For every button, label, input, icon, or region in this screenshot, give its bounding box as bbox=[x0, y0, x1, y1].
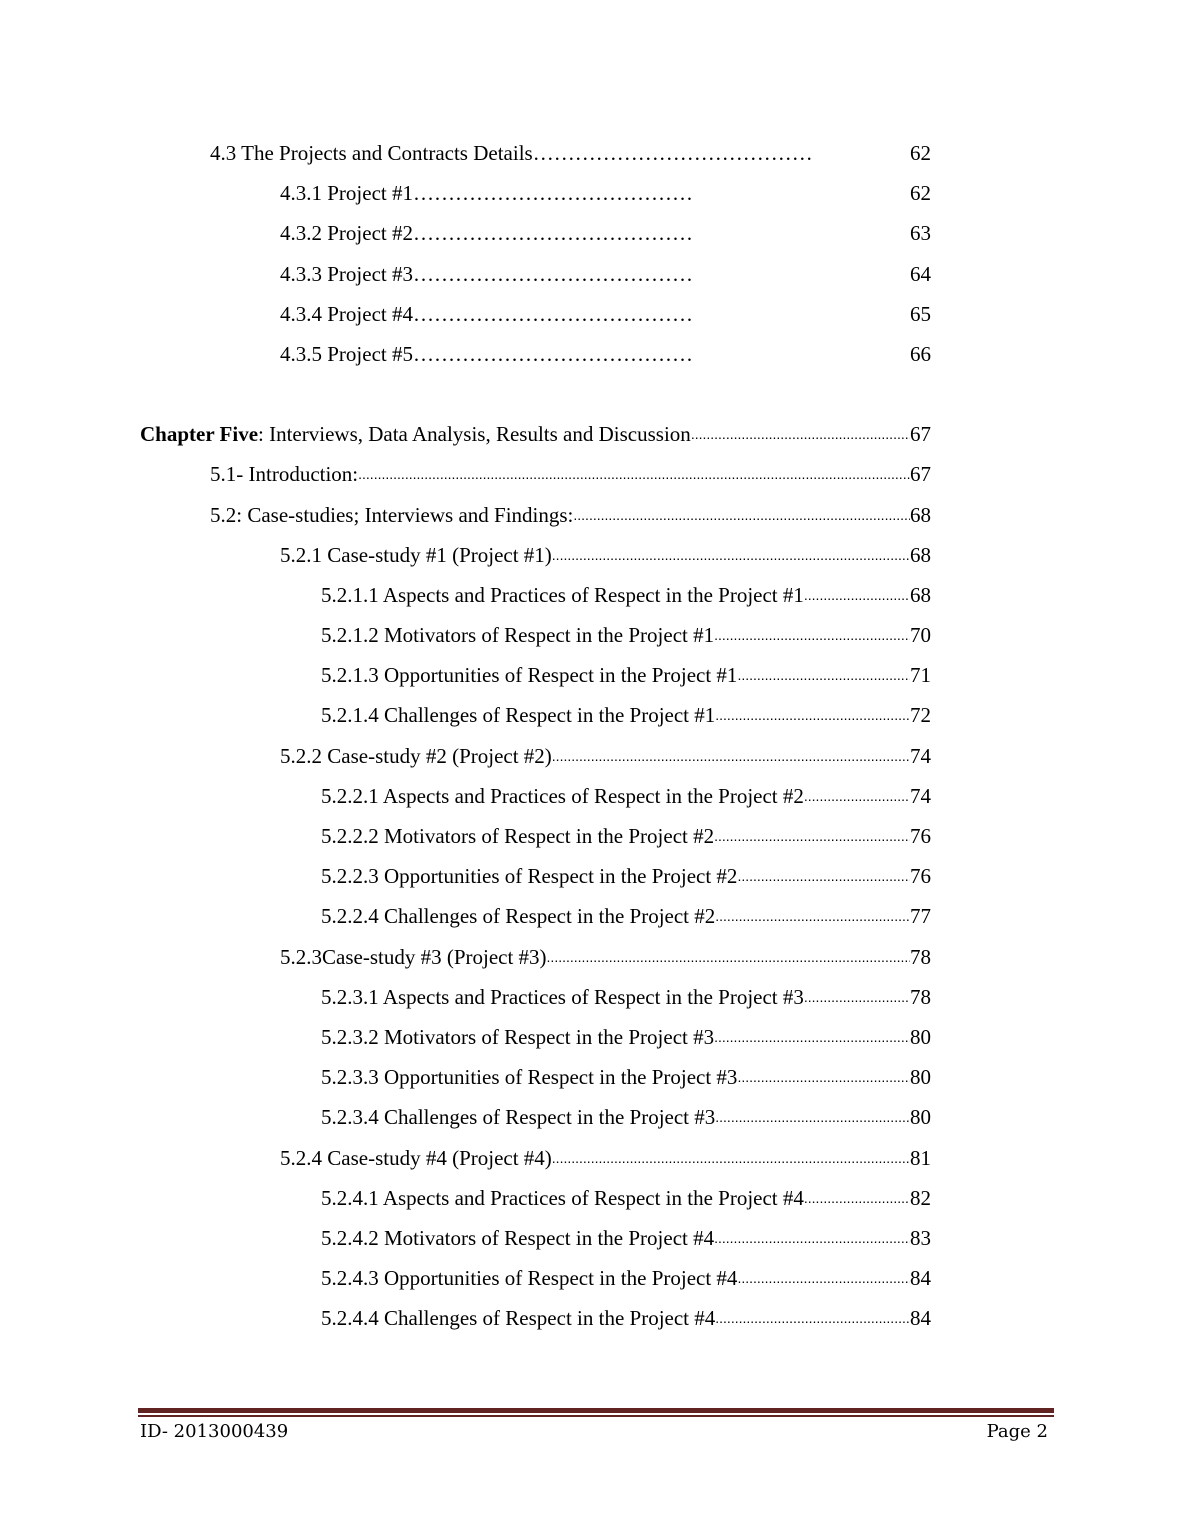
toc-page-number: 72 bbox=[910, 703, 931, 728]
toc-entry-label: 4.3.3 Project #3 bbox=[280, 261, 413, 286]
toc-entry[interactable] bbox=[0, 1097, 1190, 1137]
toc-entry[interactable] bbox=[0, 535, 1190, 575]
dot-leader bbox=[533, 133, 813, 173]
toc-entry[interactable] bbox=[0, 695, 1190, 735]
toc-entry-label: 5.2.1.3 Opportunities of Respect in the Project #1 bbox=[321, 663, 738, 688]
toc-entry[interactable] bbox=[0, 173, 1190, 213]
toc-page-number: 62 bbox=[910, 141, 931, 165]
toc-page-number: 76 bbox=[910, 864, 931, 889]
table-of-contents bbox=[0, 133, 1190, 1338]
toc-page-number: 62 bbox=[910, 181, 931, 206]
toc-entry-label: 5.2.4.1 Aspects and Practices of Respect in the Project #4 bbox=[321, 1185, 804, 1210]
toc-page-number: 67 bbox=[910, 462, 931, 487]
toc-entry[interactable] bbox=[0, 213, 1190, 253]
toc-page-number: 81 bbox=[910, 1145, 931, 1170]
toc-page-number: 77 bbox=[910, 904, 931, 929]
chapter-title-rest: : Interviews, Data Analysis, Results and Discussion bbox=[258, 422, 691, 447]
toc-entry[interactable] bbox=[0, 294, 1190, 334]
toc-entry[interactable] bbox=[0, 736, 1190, 776]
toc-entry-label: 5.2.1.4 Challenges of Respect in the Project #1 bbox=[321, 703, 716, 728]
toc-entry[interactable] bbox=[0, 856, 1190, 896]
toc-page-number: 80 bbox=[910, 1065, 931, 1090]
dot-leader bbox=[573, 495, 910, 535]
toc-entry-label: 5.2.3.1 Aspects and Practices of Respect in the Project #3 bbox=[321, 984, 804, 1009]
dot-leader bbox=[714, 1218, 910, 1258]
dot-leader bbox=[804, 977, 910, 1017]
toc-entry-label: 4.3.5 Project #5 bbox=[280, 341, 413, 366]
toc-entry[interactable] bbox=[0, 575, 1190, 615]
toc-page-number: 64 bbox=[910, 261, 931, 286]
toc-page-number: 83 bbox=[910, 1225, 931, 1250]
toc-entry[interactable] bbox=[0, 1218, 1190, 1258]
dot-leader bbox=[714, 1017, 910, 1057]
toc-page-number: 67 bbox=[910, 422, 931, 447]
toc-page-number: 84 bbox=[910, 1306, 931, 1331]
toc-page-number: 68 bbox=[910, 542, 931, 567]
toc-entry[interactable] bbox=[0, 816, 1190, 856]
toc-entry[interactable] bbox=[0, 615, 1190, 655]
toc-entry-label: 5.2.1 Case-study #1 (Project #1) bbox=[280, 542, 552, 567]
toc-entry-label: 5.2.2.3 Opportunities of Respect in the Project #2 bbox=[321, 864, 738, 889]
toc-entry-label: 4.3.1 Project #1 bbox=[280, 181, 413, 206]
toc-entry-label: 5.2.1.1 Aspects and Practices of Respect in the Project #1 bbox=[321, 582, 804, 607]
toc-entry-label: 5.2.4.3 Opportunities of Respect in the Project #4 bbox=[321, 1266, 738, 1291]
dot-leader bbox=[737, 856, 910, 896]
toc-page-number: 76 bbox=[910, 824, 931, 848]
dot-leader bbox=[804, 575, 910, 615]
dot-leader bbox=[804, 1178, 910, 1218]
dot-leader bbox=[804, 776, 910, 816]
dot-leader bbox=[737, 655, 910, 695]
toc-section-4-3 bbox=[0, 133, 1190, 374]
toc-entry-label: 5.2.2.4 Challenges of Respect in the Project #2 bbox=[321, 904, 716, 929]
toc-entry-label: 5.2.3.4 Challenges of Respect in the Project #3 bbox=[321, 1105, 716, 1130]
toc-entry[interactable] bbox=[0, 1057, 1190, 1097]
toc-entry-label: 5.2: Case-studies; Interviews and Findings: bbox=[210, 502, 574, 527]
toc-entry[interactable] bbox=[0, 1178, 1190, 1218]
toc-entry-label: 5.2.4 Case-study #4 (Project #4) bbox=[280, 1145, 552, 1170]
dot-leader bbox=[691, 414, 910, 454]
toc-page-number: 74 bbox=[910, 743, 931, 768]
toc-page-number: 66 bbox=[910, 341, 931, 366]
dot-leader bbox=[737, 1057, 910, 1097]
dot-leader bbox=[552, 1138, 910, 1178]
toc-entry[interactable] bbox=[0, 1138, 1190, 1178]
chapter-title-bold: Chapter Five bbox=[140, 422, 259, 447]
footer-rule-thin bbox=[138, 1415, 1054, 1417]
dot-leader bbox=[737, 1258, 910, 1298]
toc-entry[interactable] bbox=[0, 495, 1190, 535]
toc-page-number: 80 bbox=[910, 1024, 931, 1049]
toc-entry[interactable] bbox=[0, 776, 1190, 816]
dot-leader bbox=[715, 896, 910, 936]
toc-page-number: 70 bbox=[910, 623, 931, 648]
toc-page-number: 80 bbox=[910, 1105, 931, 1130]
dot-leader bbox=[358, 454, 910, 494]
toc-entry-label: 5.2.3Case-study #3 (Project #3) bbox=[280, 944, 547, 969]
toc-entry-label: 4.3.2 Project #2 bbox=[280, 221, 413, 246]
toc-entry-label: 4.3 The Projects and Contracts Details bbox=[210, 141, 533, 165]
toc-page-number: 68 bbox=[910, 582, 931, 607]
toc-entry[interactable] bbox=[0, 1258, 1190, 1298]
toc-entry-label: 5.2.1.2 Motivators of Respect in the Project #1 bbox=[321, 623, 715, 648]
toc-page-number: 63 bbox=[910, 221, 931, 246]
toc-entry-label: 5.2.2.2 Motivators of Respect in the Project #2 bbox=[321, 824, 715, 848]
toc-page-number: 82 bbox=[910, 1185, 931, 1210]
toc-entry[interactable] bbox=[0, 655, 1190, 695]
dot-leader bbox=[413, 294, 693, 334]
dot-leader bbox=[552, 535, 910, 575]
dot-leader bbox=[413, 173, 693, 213]
dot-leader bbox=[552, 736, 910, 776]
toc-page-number: 78 bbox=[910, 944, 931, 969]
footer-student-id: ID- 2013000439 bbox=[140, 1421, 289, 1442]
dot-leader bbox=[547, 937, 910, 977]
toc-page-number: 78 bbox=[910, 984, 931, 1009]
toc-entry[interactable] bbox=[0, 454, 1190, 494]
toc-page-number: 74 bbox=[910, 783, 931, 808]
dot-leader bbox=[413, 334, 693, 374]
dot-leader bbox=[714, 816, 910, 856]
toc-entry[interactable] bbox=[0, 334, 1190, 374]
toc-entry[interactable] bbox=[0, 977, 1190, 1017]
toc-entry[interactable] bbox=[0, 133, 1190, 173]
toc-page-number: 68 bbox=[910, 502, 931, 527]
dot-leader bbox=[715, 1097, 910, 1137]
toc-chapter-five-entries bbox=[0, 454, 1190, 1338]
toc-page-number: 71 bbox=[910, 663, 931, 688]
footer-rule bbox=[138, 1408, 1054, 1413]
toc-entry[interactable] bbox=[0, 937, 1190, 977]
toc-entry[interactable] bbox=[0, 254, 1190, 294]
toc-entry[interactable] bbox=[0, 896, 1190, 936]
toc-entry-label: 5.2.4.2 Motivators of Respect in the Project #4 bbox=[321, 1225, 715, 1250]
toc-entry-label: 5.2.2 Case-study #2 (Project #2) bbox=[280, 743, 552, 768]
dot-leader bbox=[715, 695, 910, 735]
dot-leader bbox=[715, 1298, 910, 1338]
dot-leader bbox=[413, 213, 693, 253]
dot-leader bbox=[714, 615, 910, 655]
toc-entry-label: 5.2.3.3 Opportunities of Respect in the Project #3 bbox=[321, 1065, 738, 1090]
toc-entry[interactable] bbox=[0, 1017, 1190, 1057]
toc-entry-label: 4.3.4 Project #4 bbox=[280, 301, 413, 326]
dot-leader bbox=[413, 254, 693, 294]
toc-entry-label: 5.2.4.4 Challenges of Respect in the Project #4 bbox=[321, 1306, 716, 1331]
toc-entry-chapter-five[interactable] bbox=[0, 414, 1190, 454]
toc-page-number: 84 bbox=[910, 1266, 931, 1291]
toc-entry[interactable] bbox=[0, 1298, 1190, 1338]
toc-entry-label: 5.2.2.1 Aspects and Practices of Respect in the Project #2 bbox=[321, 783, 804, 808]
section-gap bbox=[0, 374, 1190, 414]
toc-entry-label: 5.1- Introduction: bbox=[210, 462, 359, 487]
toc-entry-label: 5.2.3.2 Motivators of Respect in the Project #3 bbox=[321, 1024, 715, 1049]
footer-page-number: Page 2 bbox=[986, 1421, 1048, 1442]
toc-page-number: 65 bbox=[910, 301, 931, 326]
